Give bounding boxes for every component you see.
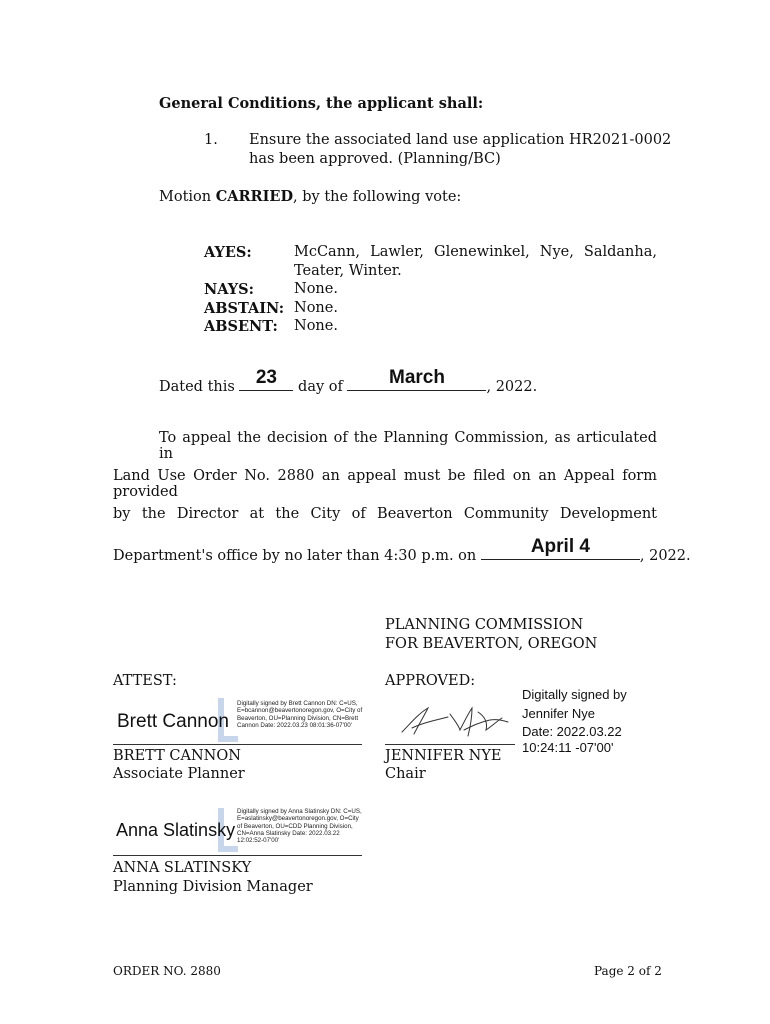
approved-digital-line4: 10:24:11 -07'00': [522, 740, 614, 755]
absent-label: ABSENT:: [204, 318, 278, 335]
condition-text-line2: has been approved. (Planning/BC): [249, 151, 501, 167]
approved-digital-line1: Digitally signed by: [522, 687, 627, 702]
attest-name: BRETT CANNON: [113, 748, 241, 764]
motion-statement: Motion CARRIED, by the following vote:: [159, 188, 462, 205]
approved-digital-line2: Jennifer Nye: [522, 706, 595, 721]
condition-text-line1: Ensure the associated land use application HR2021-0002: [249, 132, 672, 148]
ayes-names-line1: McCann, Lawler, Glenewinkel, Nye, Saldanha,: [294, 244, 657, 260]
manager-signature-name: Anna Slatinsky: [116, 820, 236, 840]
manager-digital-signature: Digitally signed by Anna Slatinsky DN: C=US, E=aslatinsky@beavertonoregon.gov, O=City of Beaverton, OU=CDD Planning Division, CN=Anna Slatinsky Date: 2022.03.22 12:02:52-07'00': [237, 808, 362, 845]
day-field: 23: [239, 374, 293, 391]
ayes-label: AYES:: [204, 244, 252, 261]
attest-label: ATTEST:: [113, 673, 177, 689]
ayes-names-line2: Teater, Winter.: [294, 263, 402, 279]
appeal-line1: To appeal the decision of the Planning Commission, as articulated in: [159, 430, 657, 462]
attest-signature-name: Brett Cannon: [117, 711, 229, 732]
attest-title: Associate Planner: [113, 766, 245, 782]
handwritten-signature: [398, 700, 514, 742]
abstain-label: ABSTAIN:: [204, 300, 285, 317]
manager-signature-line: [113, 855, 362, 856]
appeal-line3: by the Director at the City of Beaverton Community Development: [113, 506, 657, 522]
abstain-value: None.: [294, 300, 338, 316]
approved-digital-line3: Date: 2022.03.22: [522, 724, 622, 739]
manager-title: Planning Division Manager: [113, 879, 313, 895]
commission-line2: FOR BEAVERTON, OREGON: [385, 636, 598, 652]
approved-label: APPROVED:: [385, 673, 476, 689]
attest-digital-signature: Digitally signed by Brett Cannon DN: C=US, E=bcannon@beavertonoregon.gov, O=City of Beaverton, OU=Planning Division, CN=Brett Cannon Date: 2022.03.23 08:01:36-07'00': [237, 700, 363, 729]
appeal-line2: Land Use Order No. 2880 an appeal must be filed on an Appeal form provided: [113, 468, 657, 500]
conditions-heading: General Conditions, the applicant shall:: [159, 95, 484, 112]
footer-page-number: Page 2 of 2: [594, 964, 662, 978]
commission-line1: PLANNING COMMISSION: [385, 617, 584, 633]
absent-value: None.: [294, 318, 338, 334]
footer-order-number: ORDER NO. 2880: [113, 964, 221, 978]
appeal-deadline-field: April 4: [481, 543, 640, 560]
attest-signature-line: [113, 744, 362, 745]
approved-name: JENNIFER NYE: [385, 748, 502, 764]
approved-title: Chair: [385, 766, 426, 782]
nays-label: NAYS:: [204, 281, 254, 298]
approved-signature-line: [385, 744, 515, 745]
condition-number: 1.: [204, 132, 218, 148]
manager-name: ANNA SLATINSKY: [113, 860, 252, 876]
appeal-line4: Department's office by no later than 4:30 p.m. on April 4 , 2022.: [113, 536, 691, 564]
month-field: March: [347, 374, 486, 391]
dated-line: Dated this 23 day of March , 2022.: [159, 367, 538, 395]
nays-value: None.: [294, 281, 338, 297]
